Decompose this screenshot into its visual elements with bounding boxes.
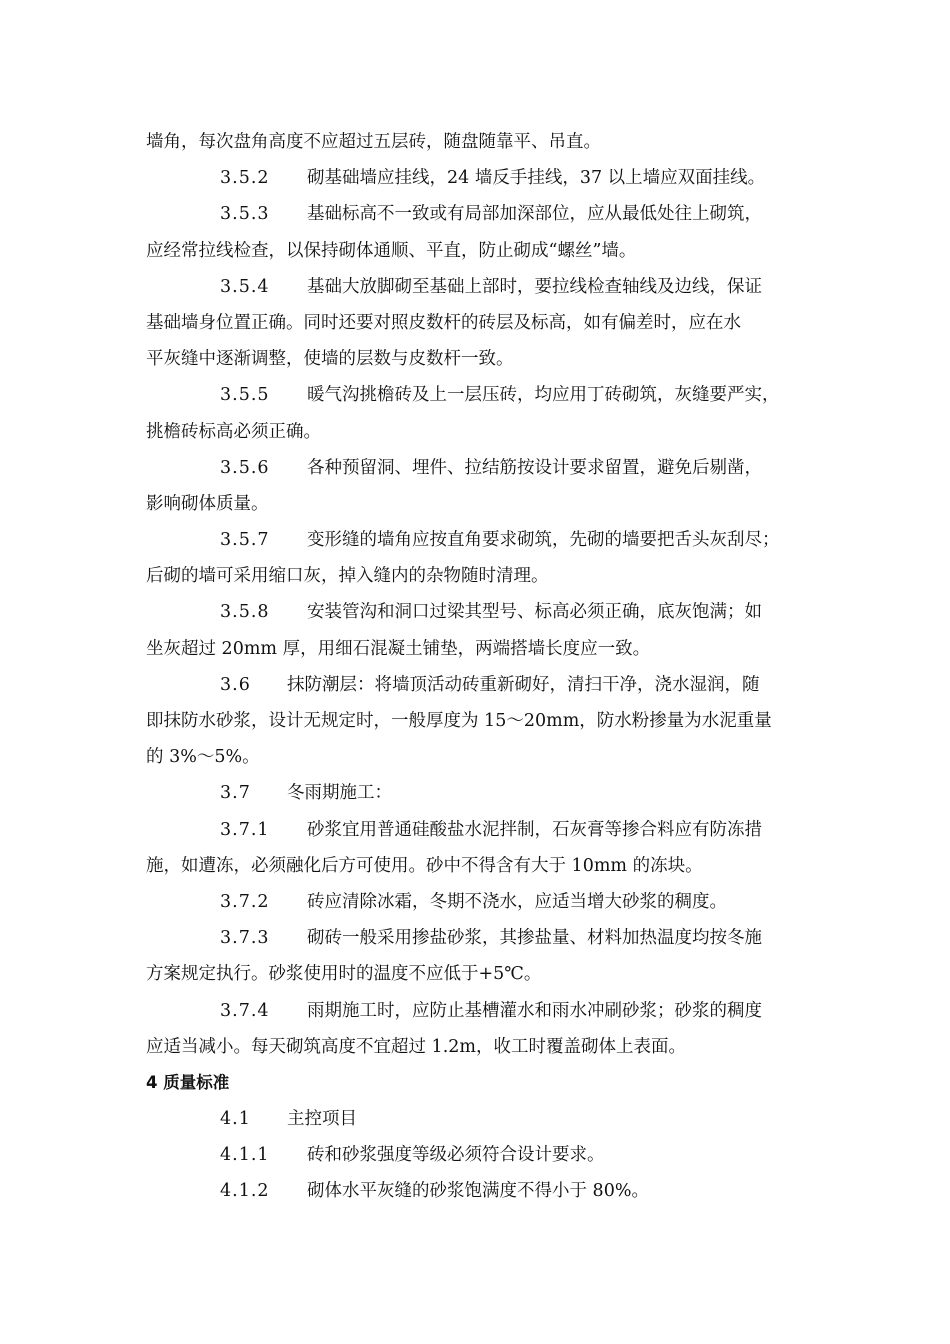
body-line (146, 1029, 814, 1065)
body-line (146, 703, 814, 739)
line-text: 方案规定执行。砂浆使用时的温度不应低于+5℃。 (146, 964, 542, 985)
clause-number: 3.5.4 (220, 276, 270, 297)
clause-4-1-2 (146, 1173, 814, 1209)
line-text: 各种预留洞、埋件、拉结筋按设计要求留置，避免后剔凿， (307, 457, 762, 478)
clause-number: 3.5.8 (220, 602, 270, 623)
line-text: 砖和砂浆强度等级必须符合设计要求。 (307, 1145, 605, 1166)
body-line (146, 631, 814, 667)
clause-number: 3.5.2 (220, 168, 270, 189)
body-line (146, 848, 814, 884)
line-text: 抹防潮层：将墙顶活动砖重新砌好，清扫干净，浇水湿润，随 (287, 674, 760, 695)
line-text: 变形缝的墙角应按直角要求砌筑，先砌的墙要把舌头灰刮尽； (307, 530, 780, 551)
line-text: 即抹防水砂浆，设计无规定时，一般厚度为 15～20mm，防水粉掺量为水泥重量 (146, 711, 772, 731)
body-line (146, 486, 814, 522)
line-text: 雨期施工时，应防止基槽灌水和雨水冲刷砂浆；砂浆的稠度 (307, 1000, 762, 1021)
line-text: 砂浆宜用普通硅酸盐水泥拌制，石灰膏等掺合料应有防冻措 (307, 819, 762, 840)
body-line (146, 558, 814, 594)
line-text: 安装管沟和洞口过梁其型号、标高必须正确，底灰饱满；如 (307, 602, 762, 623)
document-body (146, 124, 814, 1210)
line-text: 砖应清除冰霜，冬期不浇水，应适当增大砂浆的稠度。 (307, 891, 727, 912)
clause-3-7-2 (146, 884, 814, 920)
body-line (146, 341, 814, 377)
line-text: 影响砌体质量。 (146, 493, 269, 514)
line-text: 应经常拉线检查，以保持砌体通顺、平直，防止砌成“螺丝”墙。 (146, 240, 637, 261)
clause-3-5-2 (146, 160, 814, 196)
line-text: 基础标高不一致或有局部加深部位，应从最低处往上砌筑， (307, 204, 762, 225)
clause-number: 3.5.7 (220, 530, 270, 551)
clause-4-1-1 (146, 1137, 814, 1173)
clause-3-5-5 (146, 377, 814, 413)
clause-number: 4.1.1 (220, 1145, 270, 1166)
line-text: 暖气沟挑檐砖及上一层压砖，均应用丁砖砌筑，灰缝要严实， (307, 385, 780, 406)
clause-number: 4.1.2 (220, 1181, 270, 1202)
body-line (146, 739, 814, 775)
line-text: 应适当减小。每天砌筑高度不宜超过 1.2m，收工时覆盖砌体上表面。 (146, 1036, 686, 1057)
clause-number: 4.1 (220, 1109, 251, 1130)
section-heading (146, 1065, 814, 1101)
section-heading-text: 4 质量标准 (146, 1072, 230, 1092)
clause-4-1 (146, 1101, 814, 1137)
line-text: 基础墙身位置正确。同时还要对照皮数杆的砖层及标高，如有偏差时，应在水 (146, 312, 741, 333)
body-line (146, 233, 814, 269)
line-text: 基础大放脚砌至基础上部时，要拉线检查轴线及边线，保证 (307, 276, 762, 297)
line-text: 冬雨期施工： (287, 783, 392, 804)
line-text: 坐灰超过 20mm 厚，用细石混凝土铺垫，两端搭墙长度应一致。 (146, 638, 651, 659)
line-text: 砌体水平灰缝的砂浆饱满度不得小于 80%。 (307, 1181, 649, 1202)
clause-number: 3.7.4 (220, 1000, 270, 1021)
clause-3-5-6 (146, 450, 814, 486)
body-line (146, 956, 814, 992)
line-text: 后砌的墙可采用缩口灰，掉入缝内的杂物随时清理。 (146, 566, 549, 587)
line-text: 施，如遭冻，必须融化后方可使用。砂中不得含有大于 10mm 的冻块。 (146, 855, 703, 876)
line-text: 墙角，每次盘角高度不应超过五层砖，随盘随靠平、吊直。 (146, 132, 601, 152)
clause-number: 3.5.3 (220, 204, 270, 225)
clause-number: 3.6 (220, 674, 251, 695)
clause-3-5-8 (146, 594, 814, 630)
line-text: 砌砖一般采用掺盐砂浆，其掺盐量、材料加热温度均按冬施 (307, 928, 762, 949)
clause-3-5-3 (146, 196, 814, 232)
body-line (146, 305, 814, 341)
line-text: 的 3%～5%。 (146, 747, 260, 768)
body-line (146, 414, 814, 450)
clause-number: 3.7.3 (220, 928, 270, 949)
clause-3-6 (146, 667, 814, 703)
clause-3-5-4 (146, 269, 814, 305)
clause-3-7-3 (146, 920, 814, 956)
clause-3-7 (146, 775, 814, 811)
clause-3-7-4 (146, 993, 814, 1029)
clause-number: 3.5.5 (220, 385, 270, 406)
line-text: 砌基础墙应挂线，24 墙反手挂线，37 以上墙应双面挂线。 (307, 168, 766, 189)
line-text: 平灰缝中逐渐调整，使墙的层数与皮数杆一致。 (146, 349, 514, 370)
clause-number: 3.5.6 (220, 457, 270, 478)
clause-number: 3.7 (220, 783, 251, 804)
clause-number: 3.7.2 (220, 891, 270, 912)
clause-3-7-1 (146, 812, 814, 848)
line-text: 主控项目 (287, 1109, 357, 1130)
clause-3-5-7 (146, 522, 814, 558)
line-text: 挑檐砖标高必须正确。 (146, 421, 321, 442)
clause-number: 3.7.1 (220, 819, 270, 840)
body-line (146, 124, 814, 160)
